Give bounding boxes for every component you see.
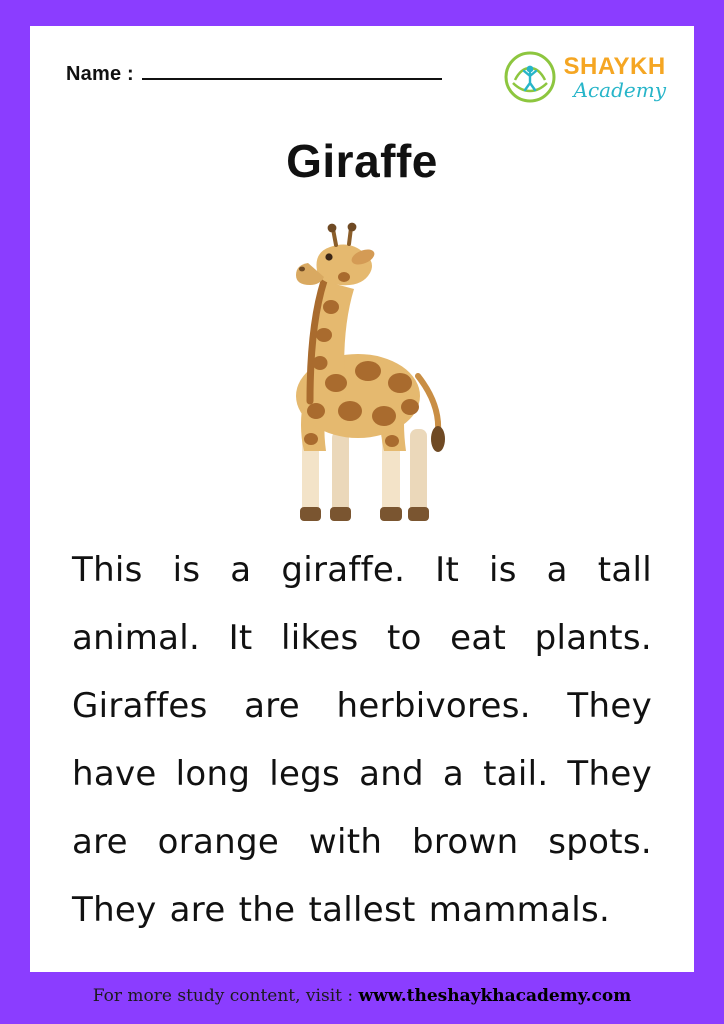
logo <box>503 50 666 104</box>
footer <box>0 986 724 1006</box>
name-row <box>66 60 442 86</box>
footer-text: For more study content, visit : <box>92 986 359 1006</box>
name-input-blank[interactable] <box>142 60 442 80</box>
name-label: Name : <box>66 63 134 85</box>
logo-line1: SHAYKH <box>563 52 666 80</box>
logo-text <box>563 52 666 102</box>
giraffe-illustration <box>30 206 694 546</box>
footer-url[interactable]: www.theshaykhacademy.com <box>358 986 632 1006</box>
worksheet-sheet <box>30 26 694 972</box>
logo-line2: Academy <box>573 77 666 102</box>
reading-paragraph: This is a giraffe. It is a tall animal. It likes to eat plants. Giraffes are herbivores. They have long legs and a tail. They are orange with brown spots. They are the tallest mammals. <box>72 550 652 930</box>
shaykh-academy-emblem-icon <box>503 50 557 104</box>
page-title: Giraffe <box>286 135 438 187</box>
